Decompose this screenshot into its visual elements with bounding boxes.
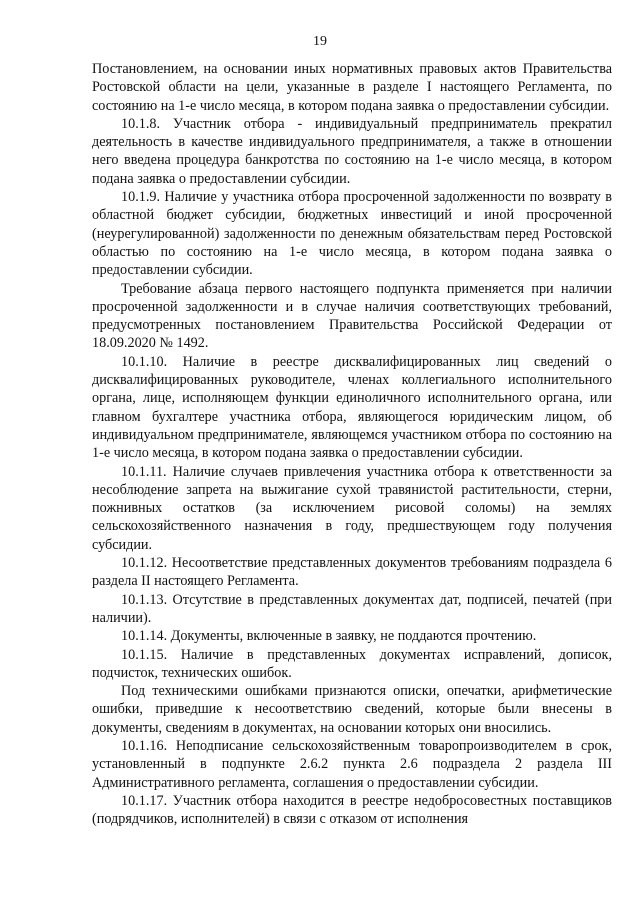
paragraph-10-1-17: 10.1.17. Участник отбора находится в реестре недобросовестных поставщиков (подрядчиков, исполнителей) в связи с отказом от исполнения [92,792,612,828]
paragraph-10-1-16: 10.1.16. Неподписание сельскохозяйственным товаропроизводителем в срок, установленный в подпункте 2.6.2 пункта 2.6 подраздела 2 раздела III Административного регламента, соглашения о предоставлении субсидии. [92,737,612,791]
paragraph-continuation: Постановлением, на основании иных нормативных правовых актов Правительства Ростовской области на цели, указанные в разделе I настоящего Регламента, по состоянию на 1-е число месяца, в котором подана заявка о предоставлении субсидии. [92,61,612,114]
paragraph-10-1-15: 10.1.15. Наличие в представленных документах исправлений, дописок, подчисток, технических ошибок. [92,646,612,681]
paragraph-10-1-14: 10.1.14. Документы, включенные в заявку, не поддаются прочтению. [121,628,537,645]
document-body [92,60,612,828]
paragraph-10-1-10: 10.1.10. Наличие в реестре дисквалифицированных лиц сведений о дисквалифицированных руководителе, членах коллегиального исполнительного органа, лице, исполняющем функции единоличного исполнительного органа, или главном бухгалтере участника отбора, являющегося юридическим лицом, об индивидуальном предпринимателе, являющемся участником отбора по состоянию на 1-е число месяца, в котором подана заявка о предоставлении субсидии. [92,353,612,462]
page-number: 19 [313,34,327,49]
paragraph-technical-errors: Под техническими ошибками признаются описки, опечатки, арифметические ошибки, приведшие к несоответствию сведений, которые были внесены в документы, сведениям в документах, на основании которых они вносились. [92,683,612,736]
paragraph-10-1-13: 10.1.13. Отсутствие в представленных документах дат, подписей, печатей (при наличии). [92,591,612,626]
paragraph-10-1-9: 10.1.9. Наличие у участника отбора просроченной задолженности по возврату в областной бюджет субсидии, бюджетных инвестиций и иной просроченной (неурегулированной) задолженности по денежным обязательствам перед Ростовской областью по состоянию на 1-е число месяца, в котором подана заявка о предоставлении субсидии. [92,189,612,279]
paragraph-10-1-8: 10.1.8. Участник отбора - индивидуальный предприниматель прекратил деятельность в качестве индивидуального предпринимателя, а также в отношении него введена процедура банкротства по состоянию на 1-е число месяца, в котором подана заявка о предоставлении субсидии. [92,115,612,187]
paragraph-10-1-12: 10.1.12. Несоответствие представленных документов требованиям подраздела 6 раздела II настоящего Регламента. [92,555,612,590]
paragraph-10-1-11: 10.1.11. Наличие случаев привлечения участника отбора к ответственности за несоблюдение запрета на выжигание сухой травянистой растительности, стерни, пожнивных остатков (за исключением рисовой соломы) на землях сельскохозяйственного назначения в году, предшествующем году получения субсидии. [92,463,612,553]
paragraph-requirement-note: Требование абзаца первого настоящего подпункта применяется при наличии просроченной задолженности и в случае наличия соответствующих требований, предусмотренных постановлением Правительства Российской Федерации от 18.09.2020 № 1492. [92,280,612,352]
